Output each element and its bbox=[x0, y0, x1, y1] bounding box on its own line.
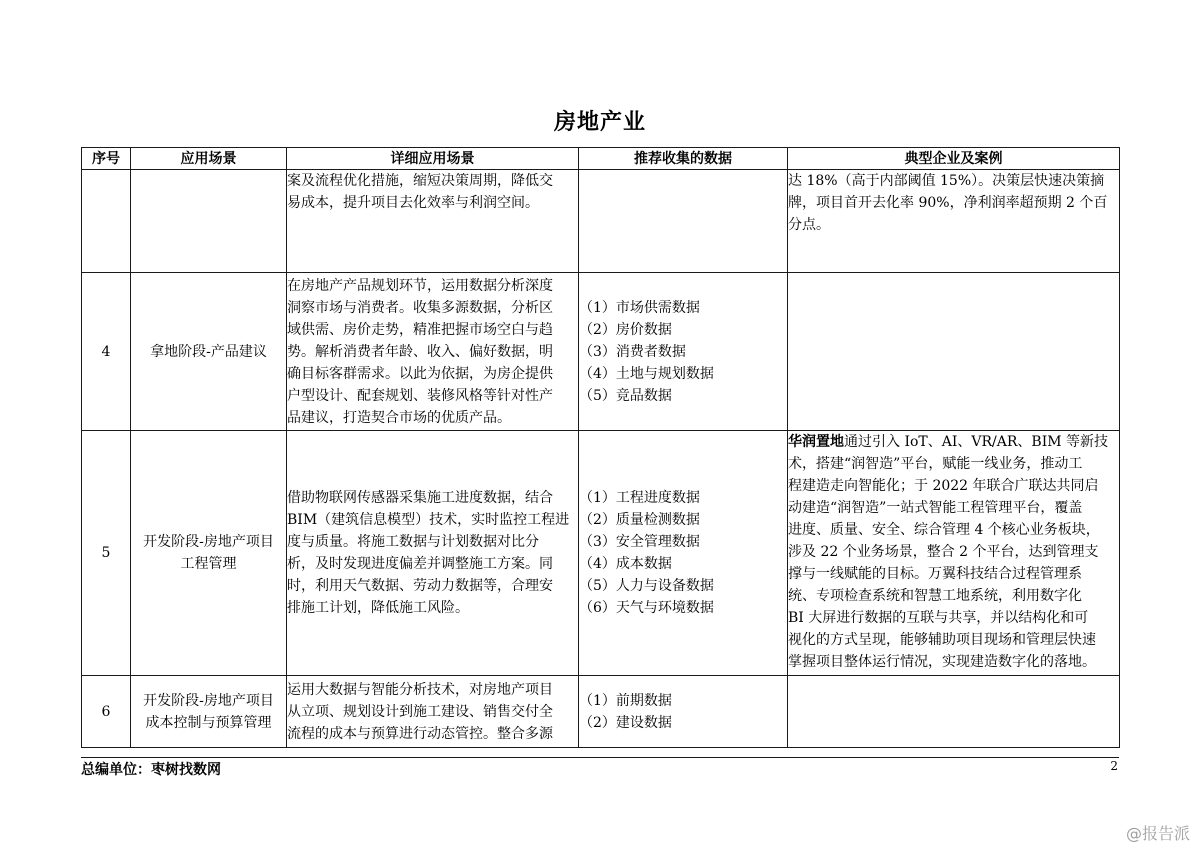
detail-line: 洞察市场与消费者。收集多源数据，分析区 bbox=[287, 299, 553, 316]
table-header-row bbox=[82, 148, 1120, 170]
table-row bbox=[82, 431, 1120, 676]
index-value: 5 bbox=[101, 545, 111, 561]
data-cell bbox=[579, 431, 788, 676]
detail-line: 域供需、房价走势，精准把握市场空白与趋 bbox=[287, 321, 553, 338]
header-scenario: 应用场景 bbox=[131, 148, 287, 170]
detail-cell bbox=[287, 170, 579, 273]
detail-line: 确目标客群需求。以此为依据，为房企提供 bbox=[287, 365, 553, 382]
cases-line: 涉及 22 个业务场景，整合 2 个平台，达到管理支 bbox=[788, 544, 1099, 560]
detail-cell bbox=[287, 676, 579, 748]
header-detail: 详细应用场景 bbox=[287, 148, 579, 170]
footer-divider bbox=[81, 757, 1119, 758]
detail-line: 易成本，提升项目去化效率与利润空间。 bbox=[287, 195, 539, 211]
index-cell bbox=[82, 170, 131, 273]
table-row bbox=[82, 170, 1120, 273]
cases-cell bbox=[788, 431, 1120, 676]
detail-line: 流程的成本与预算进行动态管控。整合多源 bbox=[287, 725, 553, 742]
cases-line: 术，搭建“润智造”平台，赋能一线业务，推动工 bbox=[788, 456, 1083, 472]
header-cases: 典型企业及案例 bbox=[788, 148, 1120, 170]
cases-line: BI 大屏进行数据的互联与共享，并以结构化和可 bbox=[788, 610, 1089, 626]
index-cell bbox=[82, 273, 131, 431]
data-item: （1）市场供需数据 bbox=[579, 299, 700, 316]
data-item: （5）竞品数据 bbox=[579, 387, 672, 404]
cases-cell bbox=[788, 676, 1120, 748]
page-title: 房地产业 bbox=[553, 110, 646, 135]
cases-line: 视化的方式呈现，能够辅助项目现场和管理层快速 bbox=[788, 632, 1096, 648]
data-item: （4）成本数据 bbox=[579, 556, 672, 572]
detail-line: 运用大数据与智能分析技术，对房地产项目 bbox=[287, 681, 553, 698]
cases-line: 程建造走向智能化；于 2022 年联合广联达共同启 bbox=[788, 478, 1099, 494]
detail-line: 从立项、规划设计到施工建设、销售交付全 bbox=[287, 703, 553, 720]
data-item: （2）房价数据 bbox=[579, 321, 672, 338]
detail-line: 排施工计划，降低施工风险。 bbox=[287, 600, 469, 616]
cases-line: 进度、质量、安全、综合管理 4 个核心业务板块， bbox=[788, 522, 1100, 538]
scenario-cell bbox=[131, 273, 287, 431]
scenario-line: 开发阶段-房地产项目 bbox=[143, 692, 274, 709]
scenario-cell bbox=[131, 170, 287, 273]
scenario-line: 拿地阶段-产品建议 bbox=[150, 343, 267, 360]
scenario-line: 工程管理 bbox=[180, 556, 237, 572]
index-cell bbox=[82, 431, 131, 676]
cases-line: 撑与一线赋能的目标。万翼科技结合过程管理系 bbox=[788, 566, 1082, 582]
data-cell bbox=[579, 676, 788, 748]
scenario-cell bbox=[131, 676, 287, 748]
header-data: 推荐收集的数据 bbox=[579, 148, 788, 170]
data-item: （3）安全管理数据 bbox=[579, 534, 700, 550]
detail-line: 借助物联网传感器采集施工进度数据，结合 bbox=[287, 490, 553, 506]
cases-line: 动建造“润智造”一站式智能工程管理平台，覆盖 bbox=[788, 500, 1083, 516]
index-cell bbox=[82, 676, 131, 748]
scenario-line: 开发阶段-房地产项目 bbox=[143, 534, 274, 550]
detail-line: 户型设计、配套规划、装修风格等针对性产 bbox=[287, 387, 553, 404]
company-name: 华润置地 bbox=[788, 434, 844, 450]
data-cell bbox=[579, 170, 788, 273]
data-item: （5）人力与设备数据 bbox=[579, 578, 714, 594]
detail-cell bbox=[287, 431, 579, 676]
page-number: 2 bbox=[1110, 759, 1118, 773]
data-item: （3）消费者数据 bbox=[579, 343, 686, 360]
watermark: @报告派 bbox=[1125, 824, 1190, 843]
detail-line: 案及流程优化措施，缩短决策周期，降低交 bbox=[287, 173, 553, 189]
data-item: （1）工程进度数据 bbox=[579, 490, 700, 506]
table-row bbox=[82, 676, 1120, 748]
cases-line: 达 18%（高于内部阈值 15%）。决策层快速决策摘 bbox=[788, 173, 1105, 189]
detail-line: 品建议，打造契合市场的优质产品。 bbox=[287, 409, 511, 426]
detail-line: 势。解析消费者年龄、收入、偏好数据，明 bbox=[287, 343, 553, 360]
data-item: （2）建设数据 bbox=[579, 714, 672, 731]
cases-line: 牌，项目首开去化率 90%，净利润率超预期 2 个百 bbox=[788, 195, 1108, 211]
cases-line: 分点。 bbox=[788, 217, 830, 233]
data-item: （2）质量检测数据 bbox=[579, 512, 700, 528]
cases-line-text: 通过引入 IoT、AI、VR/AR、BIM 等新技 bbox=[844, 434, 1109, 450]
cases-cell bbox=[788, 273, 1120, 431]
detail-cell bbox=[287, 273, 579, 431]
index-value: 6 bbox=[101, 703, 111, 720]
data-item: （1）前期数据 bbox=[579, 692, 672, 709]
industry-table bbox=[81, 147, 1120, 748]
detail-line: 时，利用天气数据、劳动力数据等，合理安 bbox=[287, 578, 553, 594]
data-cell bbox=[579, 273, 788, 431]
detail-line: 度与质量。将施工数据与计划数据对比分 bbox=[287, 534, 539, 550]
data-item: （6）天气与环境数据 bbox=[579, 600, 714, 616]
detail-line: 在房地产产品规划环节，运用数据分析深度 bbox=[287, 277, 553, 294]
scenario-line: 成本控制与预算管理 bbox=[145, 714, 272, 731]
header-index: 序号 bbox=[82, 148, 131, 170]
footer-publisher: 总编单位：枣树找数网 bbox=[81, 762, 221, 778]
scenario-cell bbox=[131, 431, 287, 676]
cases-cell bbox=[788, 170, 1120, 273]
detail-line: BIM（建筑信息模型）技术，实时监控工程进 bbox=[287, 512, 570, 528]
data-item: （4）土地与规划数据 bbox=[579, 365, 714, 382]
cases-line: 统、专项检查系统和智慧工地系统，利用数字化 bbox=[788, 588, 1082, 604]
detail-line: 析，及时发现进度偏差并调整施工方案。同 bbox=[287, 556, 553, 572]
table-row bbox=[82, 273, 1120, 431]
index-value: 4 bbox=[101, 343, 111, 360]
cases-line bbox=[788, 431, 1119, 453]
cases-line: 掌握项目整体运行情况，实现建造数字化的落地。 bbox=[788, 654, 1096, 670]
